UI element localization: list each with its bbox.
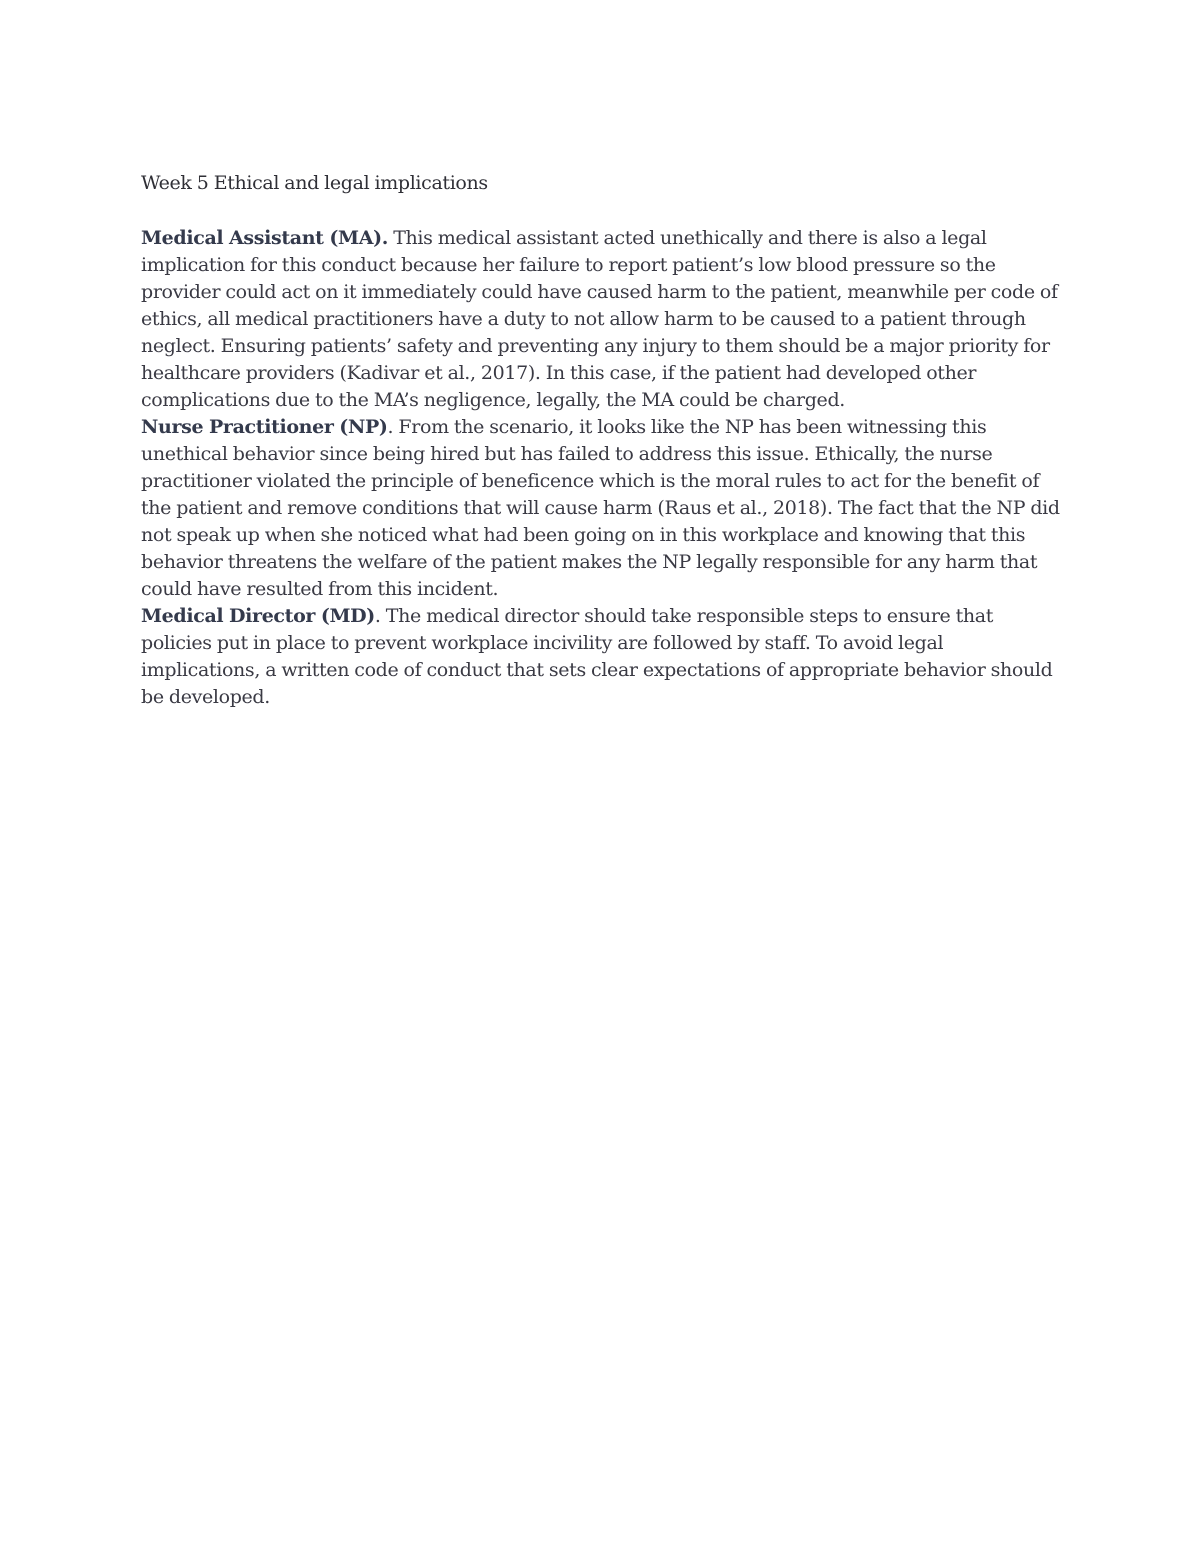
section-text-medical-assistant: This medical assistant acted unethically and there is also a legal implication for this conduct because her failure to report patient’s low blood pressure so the provider could act on it immediately could have caused harm to the patient, meanwhile per code of ethics, all medical practitioners have a duty to not allow harm to be caused to a patient through neglect. Ensuring patients’ safety and preventing any injury to them should be a major priority for healthcare providers (Kadivar et al., 2017). In this case, if the patient had developed other complications due to the MA’s negligence, legally, the MA could be charged.	[141, 227, 1058, 411]
section-medical-director	[141, 603, 1066, 711]
document-body	[141, 168, 1066, 711]
section-label-medical-assistant: Medical Assistant (MA).	[141, 227, 388, 249]
section-text-medical-director: . The medical director should take responsible steps to ensure that policies put in place to prevent workplace incivility are followed by staff. To avoid legal implications, a written code of conduct that sets clear expectations of appropriate behavior should be developed.	[141, 605, 1053, 708]
section-medical-assistant	[141, 225, 1066, 414]
section-label-medical-director: Medical Director (MD)	[141, 605, 375, 627]
section-label-nurse-practitioner: Nurse Practitioner (NP)	[141, 416, 388, 438]
document-title: Week 5 Ethical and legal implications	[141, 172, 488, 194]
section-nurse-practitioner	[141, 414, 1066, 603]
section-text-nurse-practitioner: . From the scenario, it looks like the NP has been witnessing this unethical behavior since being hired but has failed to address this issue. Ethically, the nurse practitioner violated the principle of beneficence which is the moral rules to act for the benefit of the patient and remove conditions that will cause harm (Raus et al., 2018). The fact that the NP did not speak up when she noticed what had been going on in this workplace and knowing that this behavior threatens the welfare of the patient makes the NP legally responsible for any harm that could have resulted from this incident.	[141, 416, 1060, 600]
